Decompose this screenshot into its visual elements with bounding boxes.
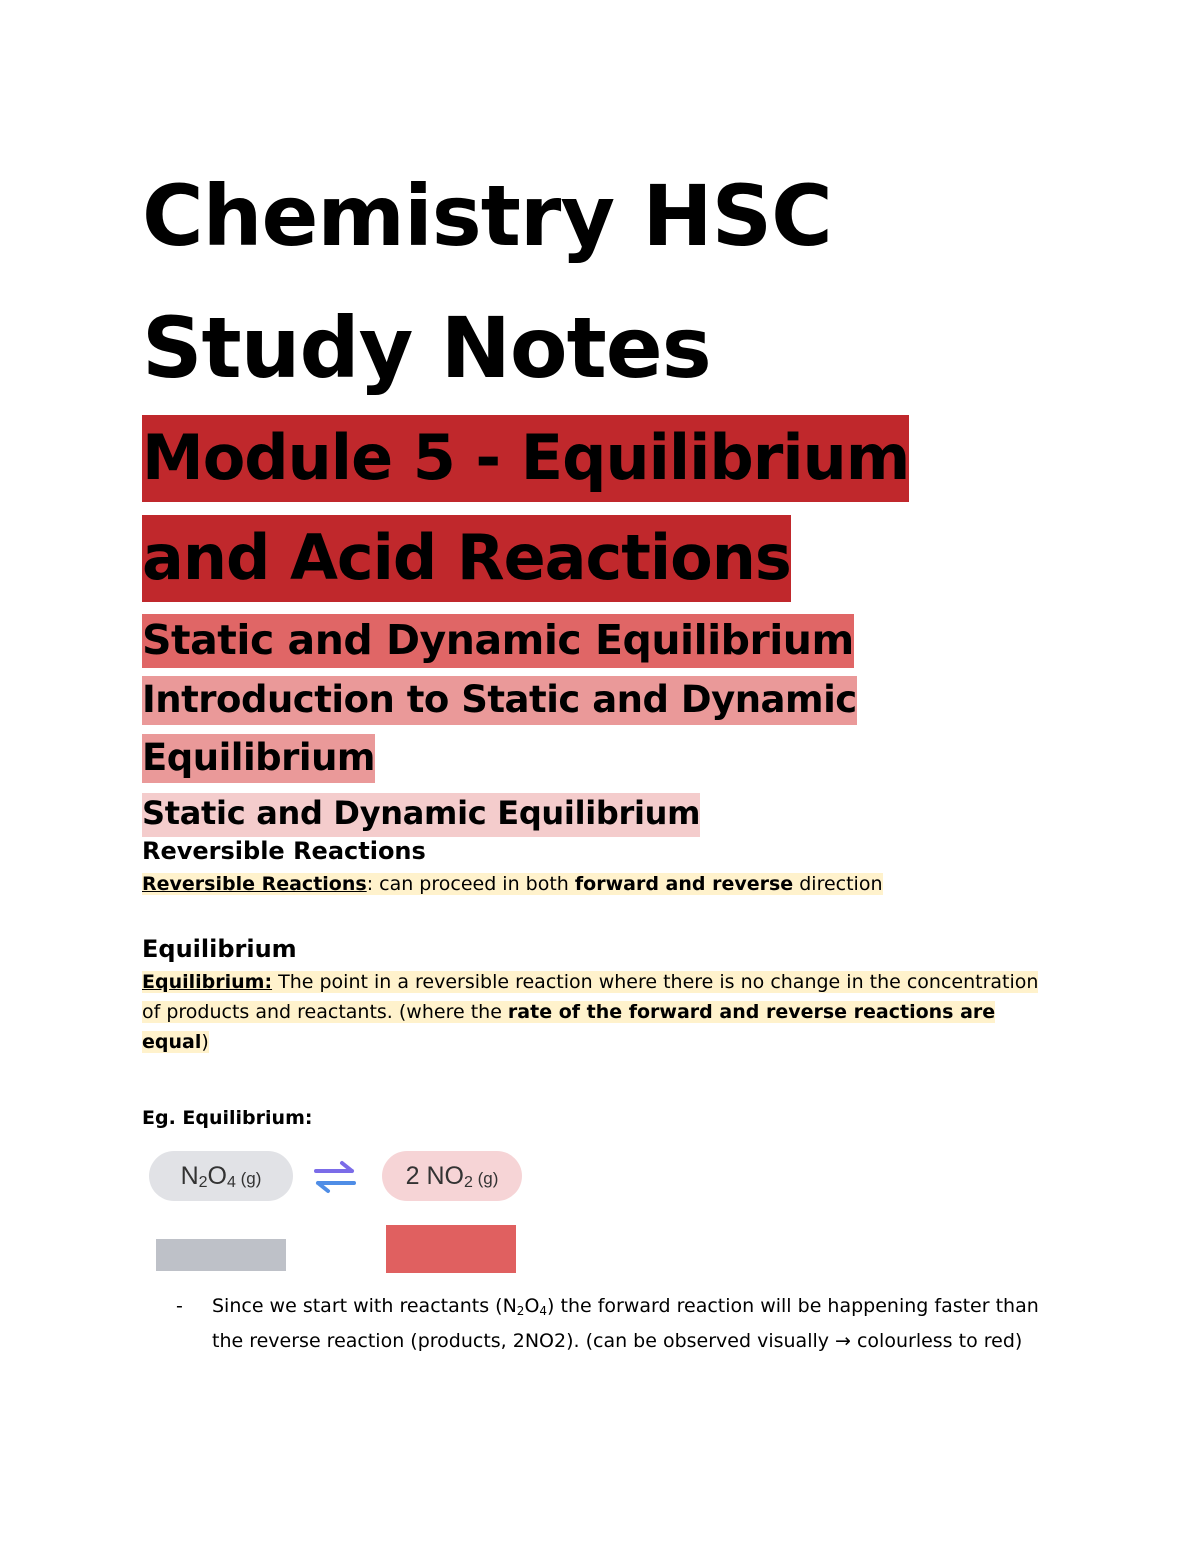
- equilibrium-figure: [142, 1145, 532, 1275]
- document-title: [142, 150, 1042, 414]
- module-heading-line-2: and Acid Reactions: [142, 515, 791, 602]
- equilibrium-text-2: ): [201, 1031, 209, 1053]
- reversible-definition: [142, 869, 1042, 899]
- title-line-1: Chemistry HSC: [142, 167, 832, 265]
- document-page: [142, 150, 1042, 1356]
- subsection-heading-line-2: Equilibrium: [142, 734, 375, 783]
- equilibrium-term: Equilibrium:: [142, 971, 273, 993]
- topic-heading: [142, 787, 1042, 839]
- product-pill: 2 $NO_2$ (g): [382, 1151, 522, 1201]
- reversible-bold: forward and reverse: [574, 873, 794, 895]
- reactant-colour-swatch: [156, 1239, 286, 1271]
- reversible-heading: Reversible Reactions: [142, 837, 426, 865]
- product-colour-swatch: [386, 1225, 516, 1273]
- reactant-pill: $N_2O_4$ (g): [149, 1151, 293, 1201]
- topic-heading-text: Static and Dynamic Equilibrium: [142, 793, 700, 837]
- equilibrium-definition: [142, 967, 1042, 1057]
- equilibrium-text-1: The point in a reversible reaction where there is no change in the concentration of products and reactants. (where the: [142, 971, 1039, 1023]
- equilibrium-heading: Equilibrium: [142, 935, 297, 963]
- reversible-term: Reversible Reactions: [142, 873, 367, 895]
- list-item: - Since we start with reactants $(N_2O_4)$ the forward reaction will be happening faster than the reverse reaction (products, 2NO2). (can be observed visually → colourless to red): [142, 1291, 1042, 1356]
- section-heading: [142, 610, 1042, 671]
- bullet-dash: -: [176, 1295, 183, 1317]
- module-heading-line-1: Module 5 - Equilibrium: [142, 415, 909, 502]
- title-line-2: Study Notes: [142, 299, 711, 397]
- section-heading-text: Static and Dynamic Equilibrium: [142, 614, 854, 668]
- reversible-text-1: : can proceed in both: [366, 873, 575, 895]
- equilibrium-bold: rate of the forward and reverse reactions are equal: [142, 1001, 996, 1053]
- subsection-heading: [142, 671, 1042, 787]
- equilibrium-arrows-icon: [312, 1159, 358, 1195]
- example-label: Eg. Equilibrium:: [142, 1107, 313, 1129]
- subsection-heading-line-1: Introduction to Static and Dynamic: [142, 676, 857, 725]
- reversible-text-2: direction: [793, 873, 883, 895]
- module-heading: [142, 408, 1042, 608]
